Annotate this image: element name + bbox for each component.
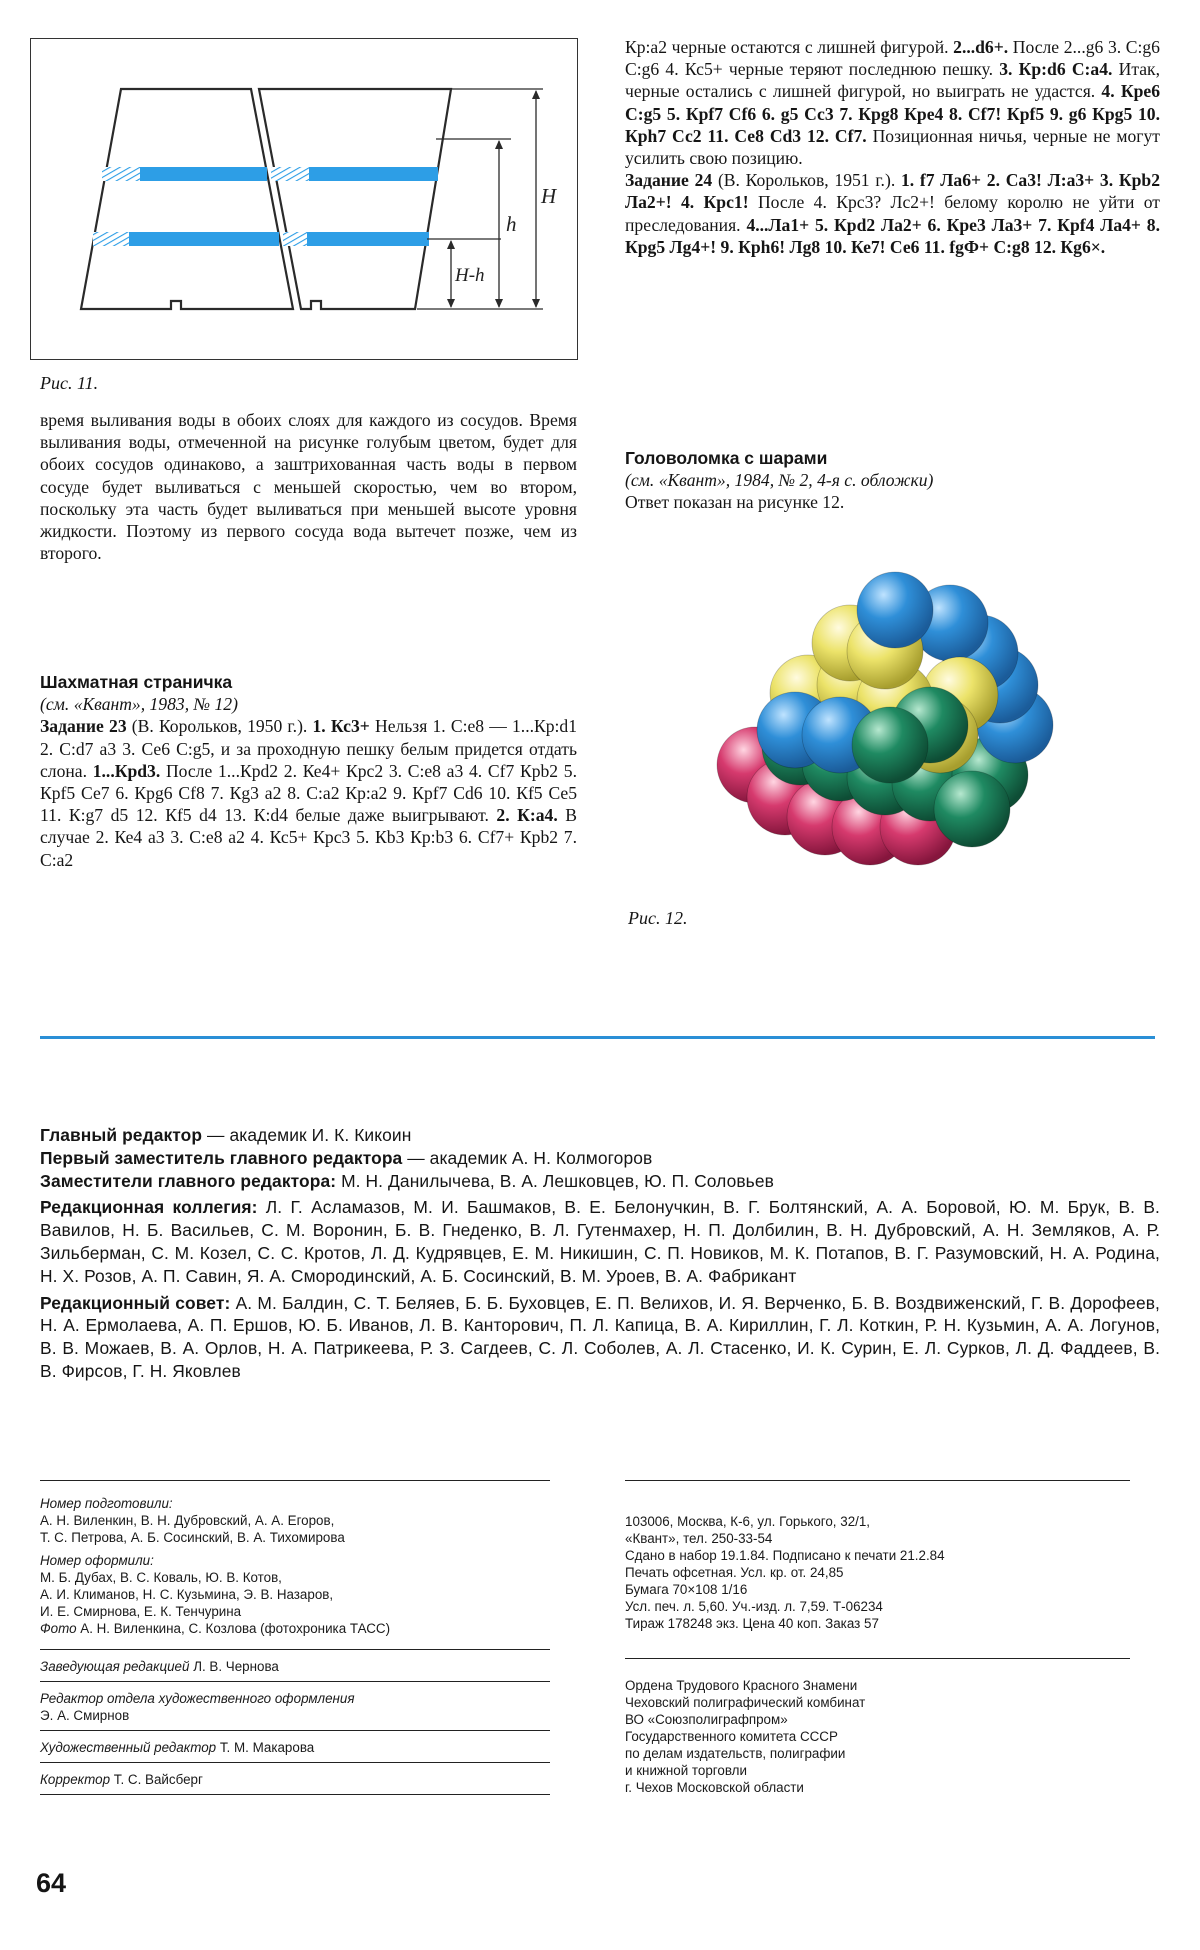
vessel-1-bottom-blue-band bbox=[129, 232, 279, 246]
figure-12-caption: Рис. 12. bbox=[628, 908, 688, 928]
task-23-text-2: После 1...Кpd2 2. Ке4+ Крс2 3. С:е8 а3 4. Сf7 Кpb2 5. Кpf5 Се7 6. Кpg6 Сf8 7. Кg3 а2 8. С:а2 Кр:а2 9. Кpf7 Сd6 10. Кf5 Се5 11. К:g7 d5 12. Кf5 d4 13. К:d4 белые даже выигрывают. bbox=[40, 760, 577, 826]
blue-ball bbox=[857, 572, 933, 648]
first-deputy bbox=[40, 1147, 1160, 1170]
head-of-office bbox=[40, 1650, 550, 1681]
puzzle-answer: Ответ показан на рисунке 12. bbox=[625, 492, 845, 513]
photo-value: А. Н. Виленкина, С. Козлова (фотохроника ТАСС) bbox=[76, 1621, 391, 1636]
vessel-1-top-hatched-band bbox=[102, 167, 140, 181]
deputies-value: М. Н. Данилычева, В. А. Лешковцев, Ю. П. Соловьев bbox=[336, 1170, 774, 1191]
puzzle-title: Головоломка с шарами bbox=[625, 448, 828, 468]
label-h: h bbox=[506, 212, 517, 236]
task-24-move-2: 4...Ла1+ 5. Кpd2 Ла2+ 6. Кре3 Ла3+ 7. Кpf4 Ла4+ 8. Кpg5 Лg4+! 9. Кph6! Лg8 10. Ке7! Се6 11. fgФ+ С:g8 12. Кg6×. bbox=[625, 214, 1160, 257]
task-24 bbox=[625, 169, 1160, 258]
cont-move-2: 3. Кр:d6 С:а4. bbox=[999, 59, 1113, 80]
prepared-label: Номер подготовили: bbox=[40, 1496, 173, 1511]
figure-12 bbox=[690, 565, 1090, 905]
cont-text-2: После 2...g6 3. С:g6 С:g6 4. Кс5+ черные теряют последнюю пешку. bbox=[625, 37, 1160, 80]
cont-move-3: 4. Кре6 С:g5 5. Кpf7 Сf6 6. g5 Сс3 7. Кpg8 Кре4 8. Сf7! Кpf5 9. g6 Кpg5 10. Кph7 Сс2 11. Се8 Сd3 12. Сf7. bbox=[625, 81, 1160, 146]
publisher-line: Печать офсетная. Усл. кр. от. 24,85 bbox=[625, 1565, 844, 1580]
task-23-text-3: В случае 2. Ке4 а3 3. С:е8 а2 4. Кс5+ Крс3 5. Кb3 Кр:b3 6. Сf7+ Кpb2 7. С:а2 bbox=[40, 805, 578, 870]
vessel-2-top-hatched-band bbox=[271, 167, 309, 181]
art-department-editor bbox=[40, 1682, 550, 1730]
task-23-label: Задание 23 bbox=[40, 716, 127, 737]
section-divider bbox=[40, 1036, 1155, 1039]
cont-text-4: Позиционная ничья, черные не могут усилить свою позицию. bbox=[625, 125, 1160, 169]
art-dept-label: Редактор отдела художественного оформления bbox=[40, 1691, 355, 1706]
vessel-1-bottom-hatched-band bbox=[93, 232, 129, 246]
publisher-details bbox=[625, 1481, 1130, 1632]
puzzle-section bbox=[625, 447, 1160, 514]
head-label: Заведующая редакцией bbox=[40, 1659, 190, 1674]
task-24-label: Задание 24 bbox=[625, 170, 713, 191]
printer-line: ВО «Союзполиграфпром» bbox=[625, 1712, 788, 1727]
vessels-diagram bbox=[31, 39, 577, 359]
imprint-right bbox=[625, 1480, 1130, 1796]
editorial-board-value: Л. Г. Асламазов, М. И. Башмаков, В. Е. Белонучкин, В. Г. Болтянский, А. А. Боровой, Ю. М. Брук, В. В. Вавилов, Н. Б. Васильев, С. М. Воронин, Б. В. Гнеденко, В. Л. Гутенмахер, Н. П. Долбилин, В. Н. Дубровский, А. Н. Земляков, А. Р. Зильберман, С. М. Козел, С. С. Кротов, Л. Д. Кудрявцев, Е. М. Никишин, С. П. Новиков, М. К. Потапов, В. Г. Разумовский, Н. А. Родина, Н. Х. Розов, А. П. Савин, Я. А. Смородинский, А. Б. Сосинский, В. М. Уроев, В. А. Фабрикант bbox=[40, 1197, 1160, 1286]
printer-line: Ордена Трудового Красного Знамени bbox=[625, 1678, 858, 1693]
prepared-by bbox=[40, 1481, 550, 1637]
cont-text-3: Итак, черные остались с лишней фигурой, но выиграть не удастся. bbox=[625, 59, 1160, 102]
masthead bbox=[40, 1124, 1160, 1383]
publisher-line: Усл. печ. л. 5,60. Уч.-изд. л. 7,59. Т-06234 bbox=[625, 1599, 883, 1614]
printer-line: г. Чехов Московской области bbox=[625, 1780, 804, 1795]
printer-details bbox=[625, 1659, 1130, 1796]
figure-11 bbox=[30, 38, 578, 360]
label-H: H bbox=[541, 184, 557, 208]
deputies-label: Заместители главного редактора: bbox=[40, 1170, 337, 1191]
head-value: Л. В. Чернова bbox=[189, 1659, 279, 1674]
publisher-line: Тираж 178248 экз. Цена 40 коп. Заказ 57 bbox=[625, 1616, 879, 1631]
art-editor bbox=[40, 1731, 550, 1762]
prepared-line-2: Т. С. Петрова, А. Б. Сосинский, В. А. Тихомирова bbox=[40, 1530, 345, 1545]
task-24-move-1: 1. f7 Ла6+ 2. Са3! Л:а3+ 3. Кpb2 Ла2+! 4. Кpc1! bbox=[625, 170, 1160, 213]
corrector-value: Т. С. Вайсберг bbox=[110, 1772, 203, 1787]
chess-title: Шахматная страничка bbox=[40, 672, 233, 692]
figure-11-caption: Рис. 11. bbox=[40, 373, 99, 393]
answer-text: время выливания воды в обоих слоях для каждого из сосудов. Время выливания воды, отмеченной на рисунке голубым цветом, будет для обоих сосудов одинаково, а заштрихованная часть воды в первом сосуде будет выливаться с меньшей скоростью, чем во втором, поскольку эта часть будет выливаться при меньшей высоте уровня жидкости. Поэтому из первого сосуда вода вытечет позже, чем из второго. bbox=[40, 410, 577, 564]
task-23-move-1: 1. Кс3+ bbox=[312, 716, 370, 737]
page-number: 64 bbox=[36, 1868, 67, 1898]
cont-text-1: Кр:а2 черные остаются с лишней фигурой. bbox=[625, 37, 949, 57]
publisher-line: Бумага 70×108 1/16 bbox=[625, 1582, 748, 1597]
design-line-3: И. Е. Смирнова, Е. К. Тенчурина bbox=[40, 1604, 242, 1619]
publisher-line: «Квант», тел. 250-33-54 bbox=[625, 1531, 773, 1546]
editorial-council-label: Редакционный совет: bbox=[40, 1292, 231, 1313]
chess-section bbox=[40, 671, 577, 871]
right-column-chess bbox=[625, 36, 1160, 258]
imprint-rule bbox=[40, 1794, 550, 1795]
cont-move-1: 2...d6+. bbox=[953, 37, 1009, 57]
editorial-council-value: А. М. Балдин, С. Т. Беляев, Б. Б. Буховцев, Е. П. Велихов, И. Я. Верченко, Б. В. Воздвиженский, Г. В. Дорофеев, Н. А. Ермолаева, А. П. Ершов, Ю. Б. Иванов, Л. В. Канторович, П. Л. Капица, В. А. Кириллин, Г. Л. Коткин, Р. Н. Кузьмин, А. А. Логунов, В. В. Можаев, В. А. Орлов, Н. А. Патрикеева, Р. З. Сагдеев, С. Л. Соболев, А. Л. Стасенко, И. К. Сурин, Е. Л. Сурков, Л. Д. Фаддеев, В. В. Фирсов, Г. Н. Яковлев bbox=[40, 1292, 1160, 1381]
design-line-2: А. И. Климанов, Н. С. Кузьмина, Э. В. Назаров, bbox=[40, 1587, 334, 1602]
green-ball bbox=[934, 771, 1010, 847]
task-23-move-2: 1...Кpd3. bbox=[92, 760, 161, 781]
puzzle-reference: (см. «Квант», 1984, № 2, 4-я с. обложки) bbox=[625, 470, 934, 491]
art-editor-value: Т. М. Макарова bbox=[216, 1740, 315, 1755]
vessel-2-bottom-hatched-band bbox=[283, 232, 307, 246]
imprint-left bbox=[40, 1480, 550, 1795]
task-23 bbox=[40, 715, 577, 870]
prepared-line-1: А. Н. Виленкин, В. Н. Дубровский, А. А. Егоров, bbox=[40, 1513, 335, 1528]
chief-editor bbox=[40, 1124, 1160, 1147]
publisher-line: 103006, Москва, К-6, ул. Горького, 32/1, bbox=[625, 1514, 871, 1529]
corrector-label: Корректор bbox=[40, 1772, 111, 1787]
corrector bbox=[40, 1763, 550, 1794]
photo-label: Фото bbox=[40, 1621, 77, 1636]
photo-credit bbox=[40, 1620, 550, 1637]
printer-line: Чеховский полиграфический комбинат bbox=[625, 1695, 866, 1710]
task-23-source: (В. Корольков, 1950 г.). bbox=[131, 716, 308, 737]
art-dept-value: Э. А. Смирнов bbox=[40, 1708, 130, 1723]
printer-line: по делам издательств, полиграфии bbox=[625, 1746, 846, 1761]
task-23-text-1: Нельзя 1. С:е8 — 1...Кр:d1 2. С:d7 а3 3. Се6 С:g5, и за проходную пешку белым придется отдать слона. bbox=[40, 716, 578, 781]
vessel-1 bbox=[81, 89, 293, 309]
first-deputy-label: Первый заместитель главного редактора bbox=[40, 1147, 403, 1168]
first-deputy-value: — академик А. Н. Колмогоров bbox=[402, 1147, 653, 1168]
task-24-text-1: После 4. Крс3? Лс2+! белому королю не уйти от преследования. bbox=[625, 192, 1160, 235]
editorial-board-label: Редакционная коллегия: bbox=[40, 1197, 258, 1218]
chief-editor-value: — академик И. К. Кикоин bbox=[202, 1125, 412, 1145]
task-23-move-3: 2. К:а4. bbox=[496, 805, 558, 826]
publisher-line: Сдано в набор 19.1.84. Подписано к печати 21.2.84 bbox=[625, 1548, 945, 1563]
chief-editor-label: Главный редактор bbox=[40, 1125, 203, 1145]
deputies bbox=[40, 1170, 1160, 1193]
ball-pyramid bbox=[690, 565, 1090, 905]
design-label: Номер оформили: bbox=[40, 1553, 154, 1568]
task-23-continuation bbox=[625, 36, 1160, 169]
chess-reference: (см. «Квант», 1983, № 12) bbox=[40, 694, 238, 715]
label-H-minus-h: H-h bbox=[455, 265, 485, 286]
vessel-2-top-blue-band bbox=[309, 167, 438, 181]
task-24-source: (В. Корольков, 1951 г.). bbox=[717, 170, 896, 191]
green-ball bbox=[852, 707, 928, 783]
editorial-board bbox=[40, 1196, 1160, 1287]
left-column bbox=[40, 409, 577, 564]
editorial-council bbox=[40, 1292, 1160, 1383]
art-editor-label: Художественный редактор bbox=[40, 1740, 217, 1755]
printer-line: Государственного комитета СССР bbox=[625, 1729, 838, 1744]
printer-line: и книжной торговли bbox=[625, 1763, 747, 1778]
design-line-1: М. Б. Дубах, В. С. Коваль, Ю. В. Котов, bbox=[40, 1570, 282, 1585]
vessel-2-bottom-blue-band bbox=[307, 232, 429, 246]
vessel-1-top-blue-band bbox=[140, 167, 267, 181]
